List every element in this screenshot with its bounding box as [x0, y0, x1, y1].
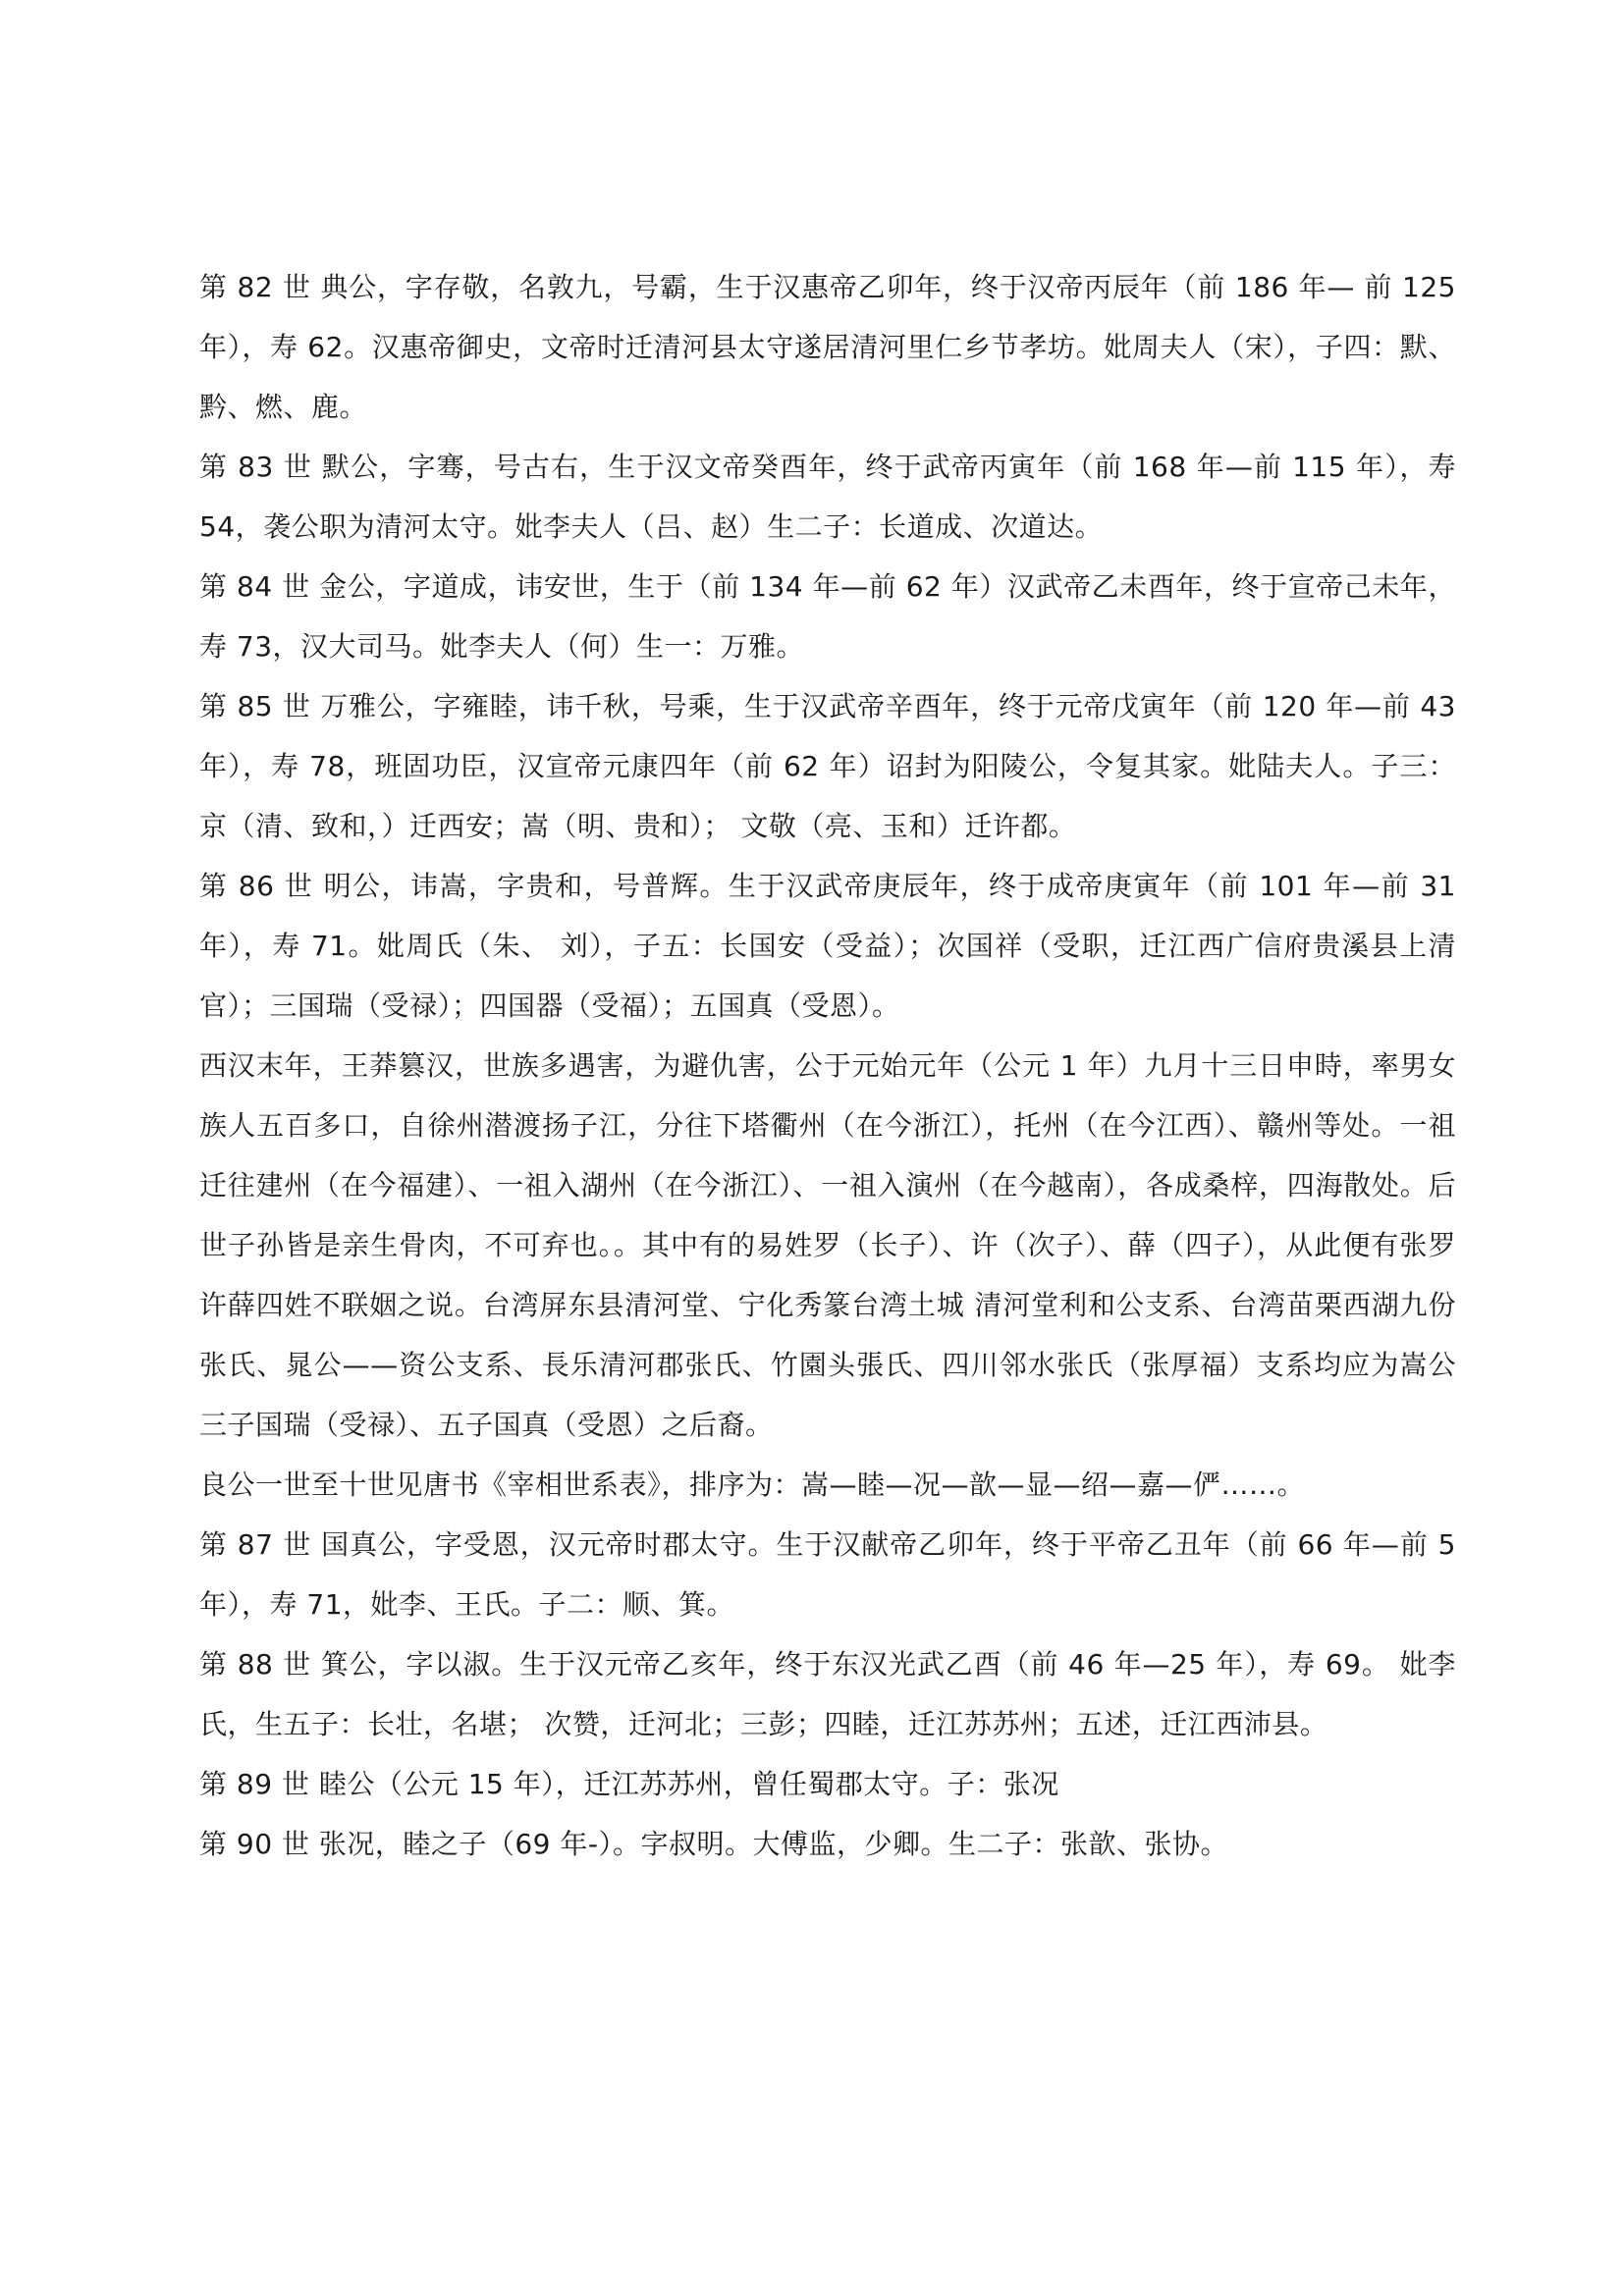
document-body — [199, 257, 1456, 1874]
paragraph-gen-83: 第 83 世 默公，字骞，号古右，生于汉文帝癸酉年，终于武帝丙寅年（前 168 年—前 115 年），寿 54，袭公职为清河太守。妣李夫人（吕、赵）生二子：长道成、次道达。 — [199, 451, 1456, 543]
paragraph-gen-88: 第 88 世 箕公，字以淑。生于汉元帝乙亥年，终于东汉光武乙酉（前 46 年—25 年），寿 69。 妣李氏，生五子：长壮，名堪； 次赞，迁河北；三彭；四睦，迁江苏苏州；五述，迁江西沛县。 — [199, 1648, 1456, 1740]
paragraph-gen-90: 第 90 世 张况，睦之子（69 年-）。字叔明。大傅监，少卿。生二子：张歆、张协。 — [199, 1828, 1228, 1860]
paragraph-migration-history: 西汉末年，王莽篡汉，世族多遇害，为避仇害，公于元始元年（公元 1 年）九月十三日申時，率男女族人五百多口，自徐州潜渡扬子江，分往下塔衢州（在今浙江），托州（在今江西）、赣州等处。一祖迁往建州（在今福建）、一祖入湖州（在今浙江）、一祖入演州（在今越南），各成桑梓，四海散处。后世子孙皆是亲生骨肉，不可弃也。。其中有的易姓罗（长子）、许（次子）、薛（四子），从此便有张罗许薛四姓不联姻之说。台湾屏东县清河堂、宁化秀篆台湾土城 清河堂利和公支系、台湾苗栗西湖九份张氏、晁公——资公支系、長乐清河郡张氏、竹園头張氏、四川邻水张氏（张厚福）支系均应为嵩公三子国瑞（受禄）、五子国真（受恩）之后裔。 — [199, 1049, 1456, 1441]
paragraph-gen-84: 第 84 世 金公，字道成，讳安世，生于（前 134 年—前 62 年）汉武帝乙未酉年，终于宣帝己未年，寿 73，汉大司马。妣李夫人（何）生一：万雅。 — [199, 570, 1456, 663]
paragraph-gen-82: 第 82 世 典公，字存敬，名敦九，号霸，生于汉惠帝乙卯年，终于汉帝丙辰年（前 186 年— 前 125 年），寿 62。汉惠帝御史，文帝时迁清河县太守遂居清河里仁乡节孝坊。妣周夫人（宋），子四：默、黔、燃、鹿。 — [199, 271, 1456, 423]
paragraph-gen-87: 第 87 世 国真公，字受恩，汉元帝时郡太守。生于汉献帝乙卯年，终于平帝乙丑年（前 66 年—前 5 年），寿 71，妣李、王氏。子二：顺、箕。 — [199, 1528, 1456, 1621]
paragraph-gen-85: 第 85 世 万雅公，字雍睦，讳千秋，号乘，生于汉武帝辛酉年，终于元帝戊寅年（前 120 年—前 43 年），寿 78，班固功臣，汉宣帝元康四年（前 62 年）诏封为阳陵公，令复其家。妣陆夫人。子三：京（清、致和，）迁西安；嵩（明、贵和）； 文敬（亮、玉和）迁许都。 — [199, 690, 1456, 842]
paragraph-lineage-note: 良公一世至十世见唐书《宰相世系表》，排序为：嵩—睦—况—歆—显—绍—嘉—俨……。 — [199, 1468, 1306, 1501]
paragraph-gen-86: 第 86 世 明公，讳嵩，字贵和，号普辉。生于汉武帝庚辰年，终于成帝庚寅年（前 101 年—前 31 年），寿 71。妣周氏（朱、 刘），子五：长国安（受益）；次国祥（受职，迁江西广信府贵溪县上清官）；三国瑞（受禄）；四国器（受福）；五国真（受恩）。 — [199, 870, 1456, 1022]
paragraph-gen-89: 第 89 世 睦公（公元 15 年），迁江苏苏州，曾任蜀郡太守。子：张况 — [199, 1768, 1059, 1800]
